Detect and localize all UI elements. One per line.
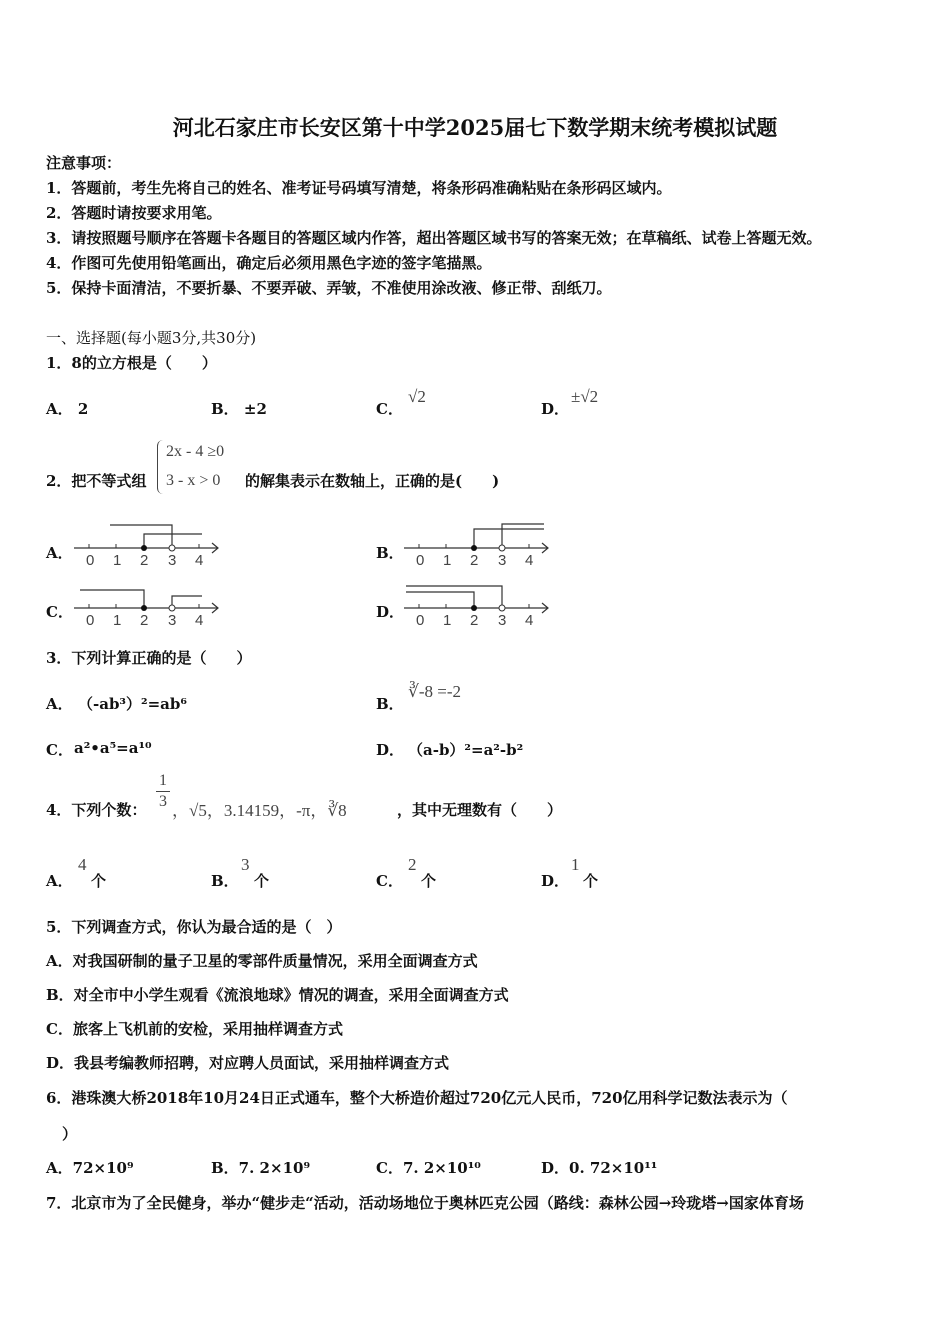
q3-option-c: a²•a⁵=a¹⁰	[74, 739, 152, 757]
q5-option-b: B．对全市中小学生观看《流浪地球》情况的调查，采用全面调查方式	[46, 986, 509, 1004]
ray-right-2	[502, 524, 544, 548]
q2-inequality-1: 2x - 4 ≥0	[166, 443, 225, 460]
q3-option-a: （-ab³）²=ab⁶	[78, 695, 187, 713]
open-point	[169, 605, 175, 611]
open-point	[499, 545, 505, 551]
q4-option-b-unit: 个	[254, 872, 270, 890]
ray-right	[172, 596, 202, 608]
q3-option-d-label: D．	[376, 741, 405, 759]
q2-stem-start: 2．把不等式组	[46, 472, 147, 490]
q1-option-b: B． ±2	[211, 400, 267, 418]
tick-label: 1	[113, 612, 122, 629]
q4-option-d-num: 1	[571, 855, 580, 874]
q1-stem: 1．8的立方根是（ ）	[46, 354, 217, 372]
q4-stem-end: ，其中无理数有（ ）	[397, 801, 563, 819]
tick-label: 3	[498, 552, 507, 569]
number-line-a	[72, 520, 224, 570]
tick-label: 1	[113, 552, 122, 569]
q1-option-a: A． 2	[46, 400, 89, 418]
q4-option-b-num: 3	[241, 855, 250, 874]
tick-label: 3	[168, 552, 177, 569]
q2-option-c-label: C．	[46, 603, 73, 621]
q1-option-c: √2	[408, 387, 426, 406]
ray-left	[110, 525, 172, 548]
q4-option-a-label: A．	[46, 872, 73, 890]
q3-option-a-label: A．	[46, 695, 73, 713]
q3-option-b: ∛-8 =-2	[408, 682, 461, 701]
tick-label: 2	[140, 612, 149, 629]
q4-option-d-label: D．	[541, 872, 570, 890]
q6-stem-close: ）	[62, 1125, 78, 1143]
tick-label: 3	[498, 612, 507, 629]
section-heading: 一、选择题(每小题3分,共30分)	[46, 329, 257, 347]
solid-point	[141, 605, 147, 611]
q5-option-c: C．旅客上飞机前的安检，采用抽样调查方式	[46, 1020, 343, 1038]
q2-option-a-label: A．	[46, 544, 73, 562]
tick-label: 3	[168, 612, 177, 629]
ray-right	[474, 529, 544, 548]
solid-point	[471, 605, 477, 611]
q5-option-d: D．我县考编教师招聘，对应聘人员面试，采用抽样调查方式	[46, 1054, 450, 1072]
notice-item: 3．请按照题号顺序在答题卡各题目的答题区域内作答，超出答题区域书写的答案无效；在草稿纸、试卷上答题无效。	[46, 229, 822, 247]
tick-label: 2	[470, 612, 479, 629]
q5-option-a: A．对我国研制的量子卫星的零部件质量情况，采用全面调查方式	[46, 952, 478, 970]
q2-inequality-2: 3 - x > 0	[166, 472, 221, 489]
q2-stem-end: 的解集表示在数轴上，正确的是( )	[245, 472, 500, 490]
ray-left-2	[406, 592, 474, 608]
q4-option-c-label: C．	[376, 872, 403, 890]
q3-stem: 3．下列计算正确的是（ ）	[46, 649, 252, 667]
q3-option-d: （a-b）²=a²-b²	[408, 741, 524, 759]
tick-label: 0	[86, 552, 95, 569]
q4-option-a-num: 4	[78, 855, 87, 874]
q4-option-c-num: 2	[408, 855, 417, 874]
q4-option-d-unit: 个	[583, 872, 599, 890]
solid-point	[471, 545, 477, 551]
q4-stem-start: 4．下列个数：	[46, 801, 147, 819]
tick-label: 0	[416, 552, 425, 569]
q1-option-d: ±√2	[571, 387, 599, 406]
q1-option-c-label: C．	[376, 400, 403, 418]
q2-option-d-label: D．	[376, 603, 405, 621]
q6-option-b: B．7. 2×10⁹	[211, 1159, 311, 1177]
number-line-c	[72, 580, 224, 630]
solid-point	[141, 545, 147, 551]
tick-label: 0	[86, 612, 95, 629]
q4-option-a-unit: 个	[91, 872, 107, 890]
ray-left	[80, 590, 144, 608]
q1-option-d-label: D．	[541, 400, 570, 418]
q6-stem: 6．港珠澳大桥2018年10月24日正式通车，整个大桥造价超过720亿元人民币，720亿用科学记数法表示为（	[46, 1089, 788, 1107]
tick-label: 4	[525, 552, 534, 569]
number-line-d	[402, 580, 554, 630]
q3-option-c-label: C．	[46, 741, 73, 759]
tick-label: 2	[470, 552, 479, 569]
tick-label: 4	[195, 612, 204, 629]
q4-option-c-unit: 个	[421, 872, 437, 890]
open-point	[169, 545, 175, 551]
tick-label: 0	[416, 612, 425, 629]
notice-heading: 注意事项：	[46, 154, 122, 172]
fraction-one-third: 1 3	[156, 772, 170, 811]
page-title: 河北石家庄市长安区第十中学2025届七下数学期末统考模拟试题	[172, 115, 778, 140]
q4-option-b-label: B．	[211, 872, 239, 890]
system-brace	[157, 440, 166, 494]
notice-item: 4．作图可先使用铅笔画出，确定后必须用黑色字迹的签字笔描黑。	[46, 254, 492, 272]
q7-stem: 7．北京市为了全民健身，举办“健步走“活动，活动场地位于奥林匹克公园（路线：森林公园→玲珑塔→国家体育场	[46, 1194, 804, 1212]
q6-option-d: D．0. 72×10¹¹	[541, 1159, 658, 1177]
q4-numbers: ，√5，3.14159，-π，∛8	[172, 801, 347, 820]
q5-stem: 5．下列调查方式，你认为最合适的是（ ）	[46, 918, 342, 936]
tick-label: 4	[525, 612, 534, 629]
q6-option-c: C．7. 2×10¹⁰	[376, 1159, 481, 1177]
number-line-b	[402, 520, 554, 570]
notice-item: 2．答题时请按要求用笔。	[46, 204, 222, 222]
tick-label: 1	[443, 552, 452, 569]
q3-option-b-label: B．	[376, 695, 404, 713]
notice-item: 1．答题前，考生先将自己的姓名、准考证号码填写清楚，将条形码准确粘贴在条形码区域内。	[46, 179, 672, 197]
notice-item: 5．保持卡面清洁，不要折暴、不要弄破、弄皱，不准使用涂改液、修正带、刮纸刀。	[46, 279, 612, 297]
q6-option-a: A．72×10⁹	[46, 1159, 134, 1177]
ray-left	[406, 586, 502, 608]
open-point	[499, 605, 505, 611]
q2-option-b-label: B．	[376, 544, 404, 562]
tick-label: 2	[140, 552, 149, 569]
tick-label: 1	[443, 612, 452, 629]
tick-label: 4	[195, 552, 204, 569]
